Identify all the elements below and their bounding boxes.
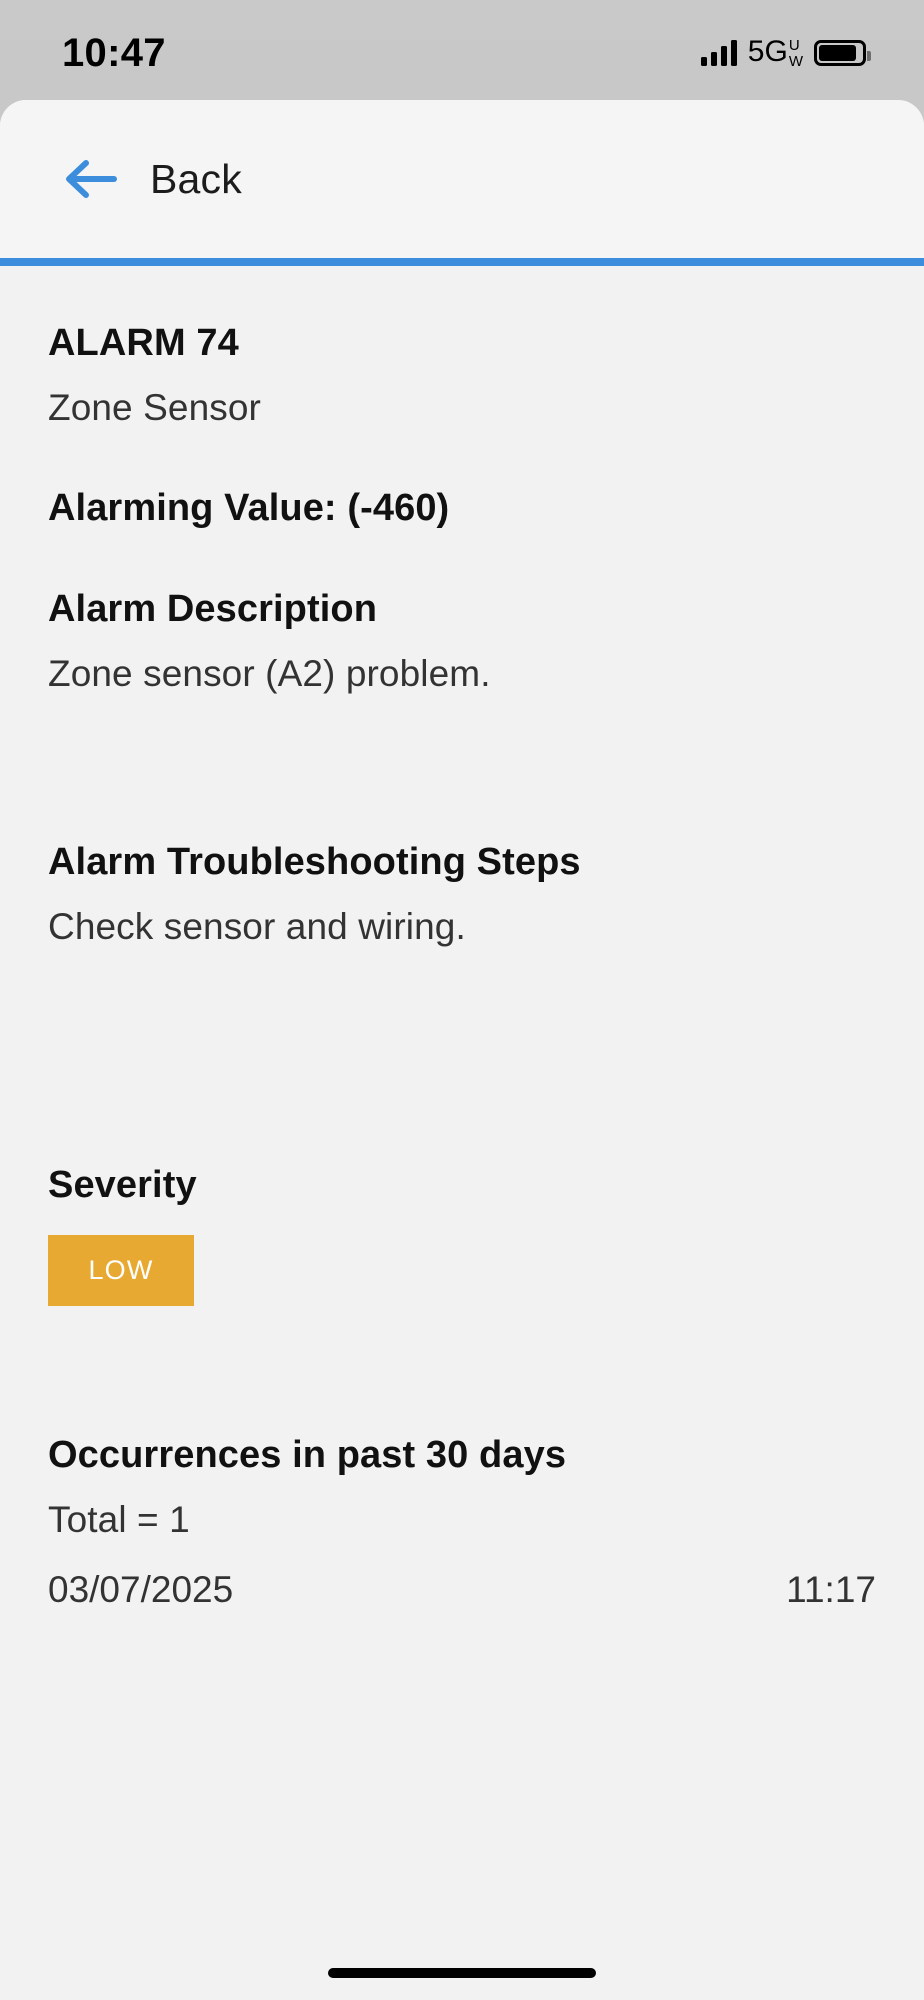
network-type-superscript [789, 38, 803, 70]
alarm-title: ALARM 74 [48, 322, 239, 364]
status-bar-indicators [701, 31, 866, 70]
network-sub-bottom: W [788, 52, 803, 70]
home-indicator[interactable] [328, 1968, 596, 1978]
navigation-bar [0, 100, 924, 258]
cellular-signal-icon [701, 40, 737, 66]
status-bar-clock: 10:47 [62, 30, 166, 75]
severity-heading: Severity [48, 1164, 197, 1206]
occurrences-heading: Occurrences in past 30 days [48, 1434, 567, 1476]
battery-full-icon [814, 40, 866, 66]
app-window [0, 100, 924, 2000]
alarm-troubleshooting-text: Check sensor and wiring. [48, 906, 466, 947]
status-badge: LOW [48, 1235, 194, 1306]
network-type-text: 5G [747, 34, 788, 68]
occurrence-time: 11:17 [786, 1569, 876, 1610]
alarm-description-text: Zone sensor (A2) problem. [48, 653, 491, 694]
arrow-left-icon [62, 157, 118, 201]
status-bar [0, 0, 924, 100]
alarm-description-heading: Alarm Description [48, 588, 378, 630]
back-button-label[interactable]: Back [150, 155, 242, 202]
alarm-troubleshooting-heading: Alarm Troubleshooting Steps [48, 841, 581, 883]
network-sub-top: U [788, 36, 800, 54]
alarm-detail-content [0, 266, 924, 1611]
back-button[interactable] [62, 157, 118, 201]
alarm-subtitle: Zone Sensor [48, 387, 261, 428]
nav-accent-underline [0, 258, 924, 266]
occurrences-total: Total = 1 [48, 1499, 190, 1540]
alarming-value: Alarming Value: (-460) [48, 487, 450, 529]
occurrence-date: 03/07/2025 [48, 1569, 234, 1610]
list-item [48, 1569, 876, 1611]
network-type-label [747, 34, 803, 70]
